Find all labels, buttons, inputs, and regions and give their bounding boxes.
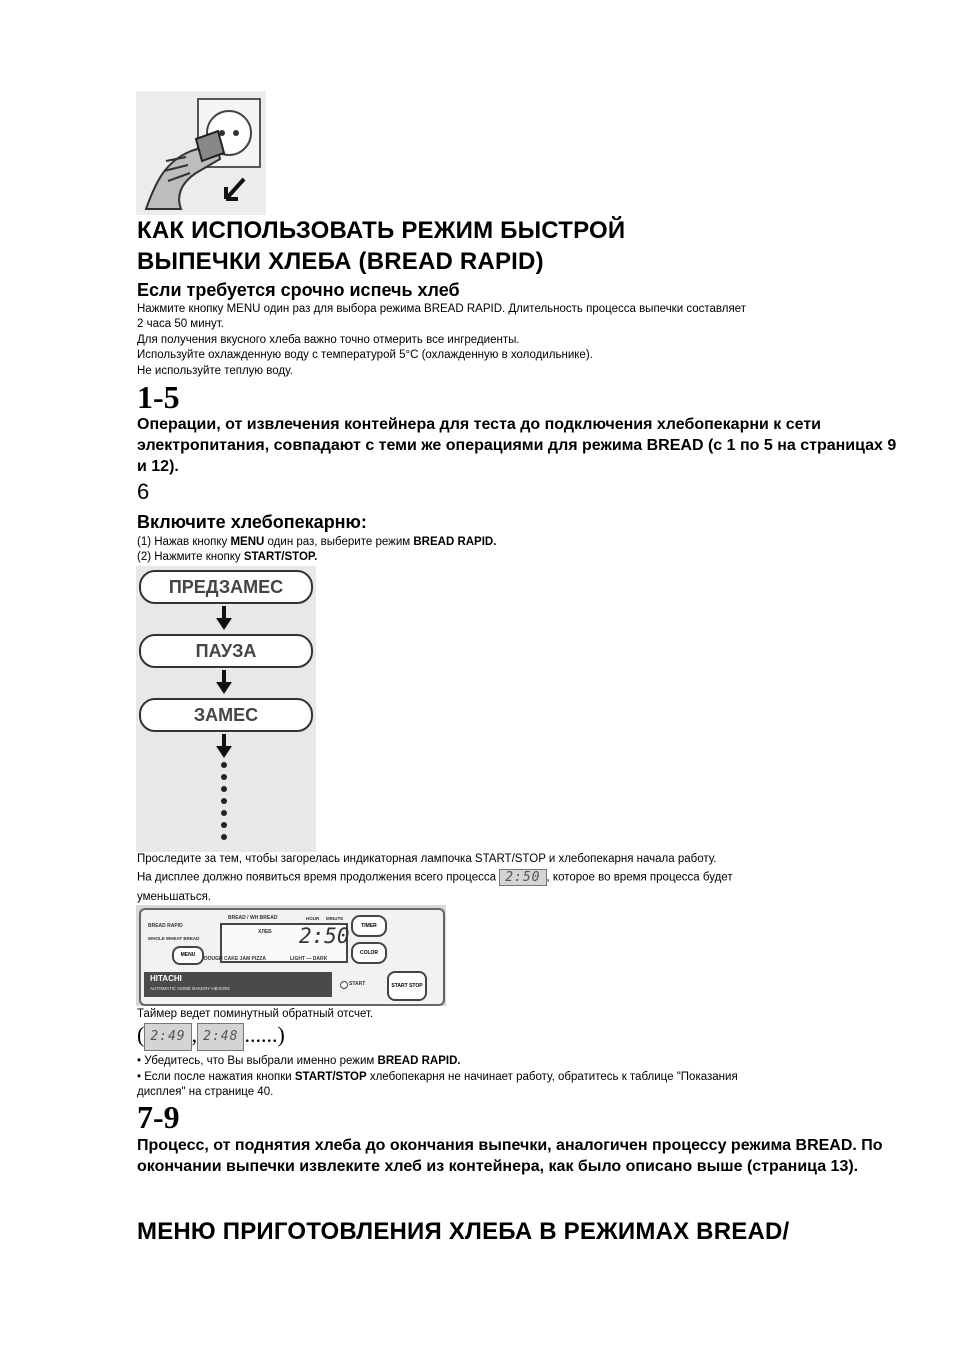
start-stop-button[interactable]: START STOP [387,971,427,1001]
continuation-dot [221,810,227,816]
countdown-example: ( 2:49 , 2:48 ......) [137,1022,285,1051]
start-indicator-lamp [340,981,348,989]
intro-line2: 2 часа 50 минут. [137,318,224,330]
unplug-illustration [136,91,266,215]
flow-step-prekneading: ПРЕДЗАМЕС [139,570,313,604]
panel-bread-label: ХЛЕБ [258,929,272,935]
panel-bread-rapid-label: BREAD RAPID [148,923,183,929]
process-flow-diagram [136,566,316,852]
note-2: • Если после нажатия кнопки START/STOP хлебопекарня не начинает работу, обратитесь к таблице "Показания [137,1071,738,1083]
intro-line5: Не используйте теплую воду. [137,365,293,377]
arrow-down-icon [216,734,232,758]
panel-light-dark-label: LIGHT — DARK [290,956,328,962]
intro-line1: Нажмите кнопку MENU один раз для выбора режима BREAD RAPID. Длительность процесса выпечки составляет [137,303,746,315]
flow-step-kneading: ЗАМЕС [139,698,313,732]
step-number-7-9: 7-9 [137,1099,180,1135]
continuation-dot [221,786,227,792]
panel-modes-label: DOUGH CAKE JAM PIZZA [204,956,266,962]
color-button[interactable]: COLOR [351,942,387,964]
panel-lcd-time: 2:50 [299,924,350,948]
note-1: • Убедитесь, что Вы выбрали именно режим BREAD RAPID. [137,1055,461,1067]
arrow-down-icon [216,606,232,630]
start-indicator-label: START [349,981,366,987]
hitachi-logo: HITACHI [150,974,182,983]
watch-text: Проследите за тем, чтобы загорелась индикаторная лампочка START/STOP и хлебопекарня начала работу. [137,853,717,865]
display-text-line2: уменьшаться. [137,891,212,903]
intro-line3: Для получения вкусного хлеба важно точно отмерить все ингредиенты. [137,334,520,346]
panel-mode-label: BREAD / WH BREAD [228,915,278,921]
menu-button[interactable]: MENU [172,946,204,965]
lcd-time-248: 2:48 [197,1023,244,1051]
continuation-dot [221,762,227,768]
continuation-dot [221,798,227,804]
intro-line4: Используйте охлажденную воду с температурой 5°С (охлажденную в холодильнике). [137,349,593,361]
step-6-line1: (1) Нажав кнопку MENU один раз, выберите режим BREAD RAPID. [137,536,497,548]
continuation-dot [221,774,227,780]
timer-button[interactable]: TIMER [351,915,387,937]
timer-text: Таймер ведет поминутный обратный отсчет. [137,1008,374,1020]
note-2-line2: дисплея" на странице 40. [137,1086,274,1098]
bottom-heading: МЕНЮ ПРИГОТОВЛЕНИЯ ХЛЕБА В РЕЖИМАХ BREAD/ [137,1218,790,1245]
step-6-line2: (2) Нажмите кнопку START/STOP. [137,551,318,563]
arrow-down-icon [216,670,232,694]
control-panel-illustration [136,905,446,1006]
lcd-time-249: 2:49 [144,1023,191,1051]
step-7-9-text: Процесс, от поднятия хлеба до окончания выпечки, аналогичен процессу режима BREAD. По окончании выпечки извлеките хлеб из контейнера, как было описано выше (страница 13). [137,1137,883,1175]
flow-step-pause: ПАУЗА [139,634,313,668]
panel-hour-label: HOUR [306,916,320,921]
page-title-line2: ВЫПЕЧКИ ХЛЕБА (BREAD RAPID) [137,248,544,275]
continuation-dot [221,822,227,828]
lcd-time-display: 2:50 [499,869,546,886]
step-number-6: 6 [137,479,150,504]
page-title-line1: КАК ИСПОЛЬЗОВАТЬ РЕЖИМ БЫСТРОЙ [137,217,626,244]
panel-wheat-bread-label: WHOLE WHEAT BREAD [148,936,200,941]
step-1-5-text: Операции, от извлечения контейнера для теста до подключения хлебопекарни к сети электропитания, совпадают с теми же операциями для режима BREAD (с 1 по 5 на страницах 9 и 12). [137,416,897,475]
continuation-dot [221,834,227,840]
step-number-1-5: 1-5 [137,379,180,415]
subtitle: Если требуется срочно испечь хлеб [137,280,460,300]
display-text: На дисплее должно появиться время продолжения всего процесса 2:50 , которое во время процесса будет [137,870,733,885]
step-6-heading: Включите хлебопекарню: [137,512,367,532]
panel-minute-label: MINUTE [326,916,344,921]
panel-model-label: AUTOMATIC HOME BAKERY HB-E303 [150,986,230,991]
